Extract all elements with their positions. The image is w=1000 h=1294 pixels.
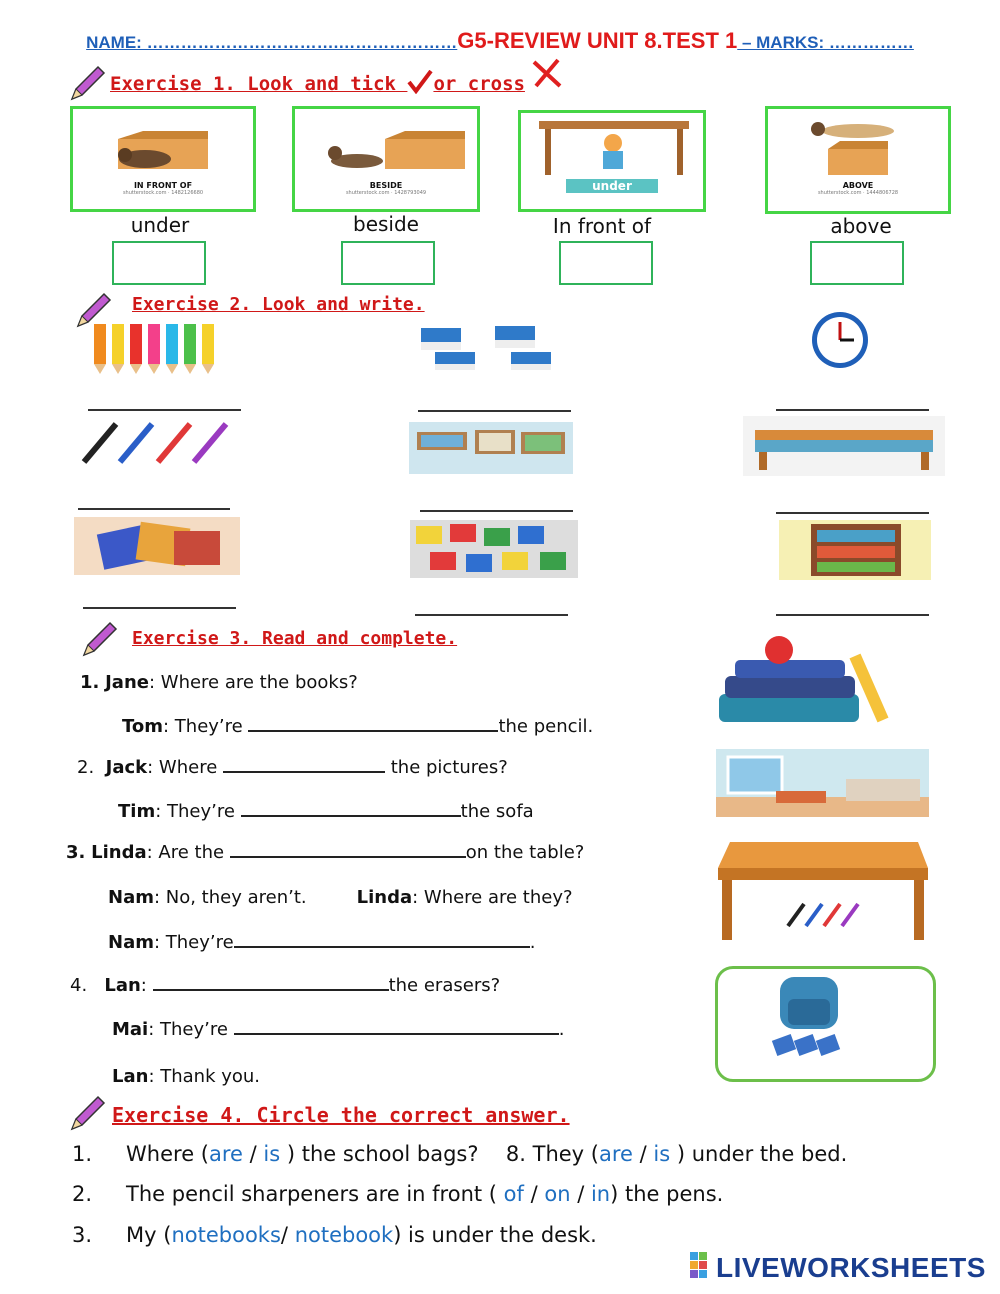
pencil-icon [68,63,108,103]
blank-field[interactable] [234,932,530,948]
option-is[interactable]: is [653,1142,671,1166]
table-pens-image [708,838,933,942]
blank-field[interactable] [153,975,389,991]
books-apple-pencil-image [715,632,895,732]
answer-line[interactable] [78,508,230,510]
blank-field[interactable] [223,757,385,773]
worksheet-title: G5-REVIEW UNIT 8.TEST 1 [457,28,738,53]
picture-caption: BESIDE [369,181,403,190]
label-beside: beside [353,212,419,236]
picture-under [518,110,706,212]
blank-field[interactable] [234,1019,559,1035]
picture-above [765,106,951,214]
pencil-icon [80,619,120,659]
option-on[interactable]: on [544,1182,571,1206]
worksheet-header [0,28,1000,54]
answer-line[interactable] [418,410,571,412]
exercise1-title: Exercise 1. Look and tick or cross [110,70,525,95]
dialogue-line-4: Tim: They’re the sofa [118,801,534,822]
name-label: NAME: …………………………….………………… [86,33,458,52]
answer-line[interactable] [415,614,568,616]
cat-box-illustration [73,109,253,181]
cat-box-illustration [295,109,477,181]
picture-in-front-of [70,106,256,212]
dialogue-line-8: 4. Lan: the erasers? [70,975,501,996]
picture-caption: ABOVE [842,181,874,190]
dialogue-line-7: Nam: They’re . [108,932,536,953]
dialogue-line-1: 1. Jane: Where are the books? [80,672,358,693]
dialogue-line-5: 3. Linda: Are the on the table? [66,842,585,863]
pencils-image [90,318,230,376]
label-above: above [830,214,892,238]
clock-image [786,306,894,370]
pens-image [78,418,238,468]
logo-icon [690,1252,716,1280]
picture-credit: shutterstock.com · 1428793049 [345,190,427,196]
liveworksheets-logo [690,1252,986,1284]
picture-credit: shutterstock.com · 1482126680 [122,190,204,196]
answer-line[interactable] [83,607,236,609]
answer-line[interactable] [88,409,241,411]
label-under: under [130,213,190,237]
answer-line[interactable] [420,510,573,512]
erasers-image [415,322,565,372]
bookcase-image [779,520,931,580]
picture-caption: under [566,179,658,193]
question-3: 3. My (notebooks/ notebook) is under the desk. [72,1223,597,1247]
option-are[interactable]: are [209,1142,243,1166]
cat-above-box-illustration [768,109,948,179]
label-in-front-of: In front of [552,214,652,238]
answer-box-3[interactable] [559,241,653,285]
picture-caption: IN FRONT OF [133,181,193,190]
bag-erasers-frame [715,966,936,1082]
option-of[interactable]: of [503,1182,524,1206]
question-1: 1. Where (are / is ) the school bags? 8. They (are / is ) under the bed. [72,1142,848,1166]
schoolbag-erasers-image [718,969,933,1079]
exercise3-title: Exercise 3. Read and complete. [132,628,458,649]
checkmark-icon [407,70,433,94]
girl-under-table-illustration [521,113,703,175]
picture-beside [292,106,480,212]
dialogue-line-9: Mai: They’re . [112,1019,565,1040]
picture-credit: shutterstock.com · 1444806728 [817,190,899,196]
dialogue-line-6: Nam: No, they aren’t. Linda: Where are they? [108,887,573,908]
answer-line[interactable] [776,614,929,616]
option-are[interactable]: are [598,1142,633,1166]
pencil-sharpeners-image [410,520,578,578]
option-is[interactable]: is [263,1142,281,1166]
dialogue-line-3: 2. Jack: Where the pictures? [77,757,508,778]
answer-line[interactable] [776,409,929,411]
answer-box-1[interactable] [112,241,206,285]
option-notebook[interactable]: notebook [294,1223,394,1247]
exercise2-title: Exercise 2. Look and write. [132,294,425,315]
desk-image [743,416,945,476]
pencil-icon [68,1093,108,1133]
marks-label: – MARKS: …………… [737,33,914,52]
option-notebooks[interactable]: notebooks [171,1223,281,1247]
pictures-image [409,422,573,474]
answer-box-2[interactable] [341,241,435,285]
blank-field[interactable] [230,842,466,858]
blank-field[interactable] [241,801,461,817]
blank-field[interactable] [248,716,498,732]
dialogue-line-10: Lan: Thank you. [112,1066,261,1087]
question-2: 2. The pencil sharpeners are in front ( of / on / in) the pens. [72,1182,724,1206]
cross-icon [530,56,564,90]
living-room-image [716,749,929,817]
dialogue-line-2: Tom: They’re the pencil. [122,716,594,737]
brand-name: LIVEWORKSHEETS [716,1252,986,1283]
answer-line[interactable] [776,512,929,514]
answer-box-4[interactable] [810,241,904,285]
exercise4-title: Exercise 4. Circle the correct answer. [112,1103,570,1127]
option-in[interactable]: in [590,1182,611,1206]
notebooks-image [74,517,240,575]
